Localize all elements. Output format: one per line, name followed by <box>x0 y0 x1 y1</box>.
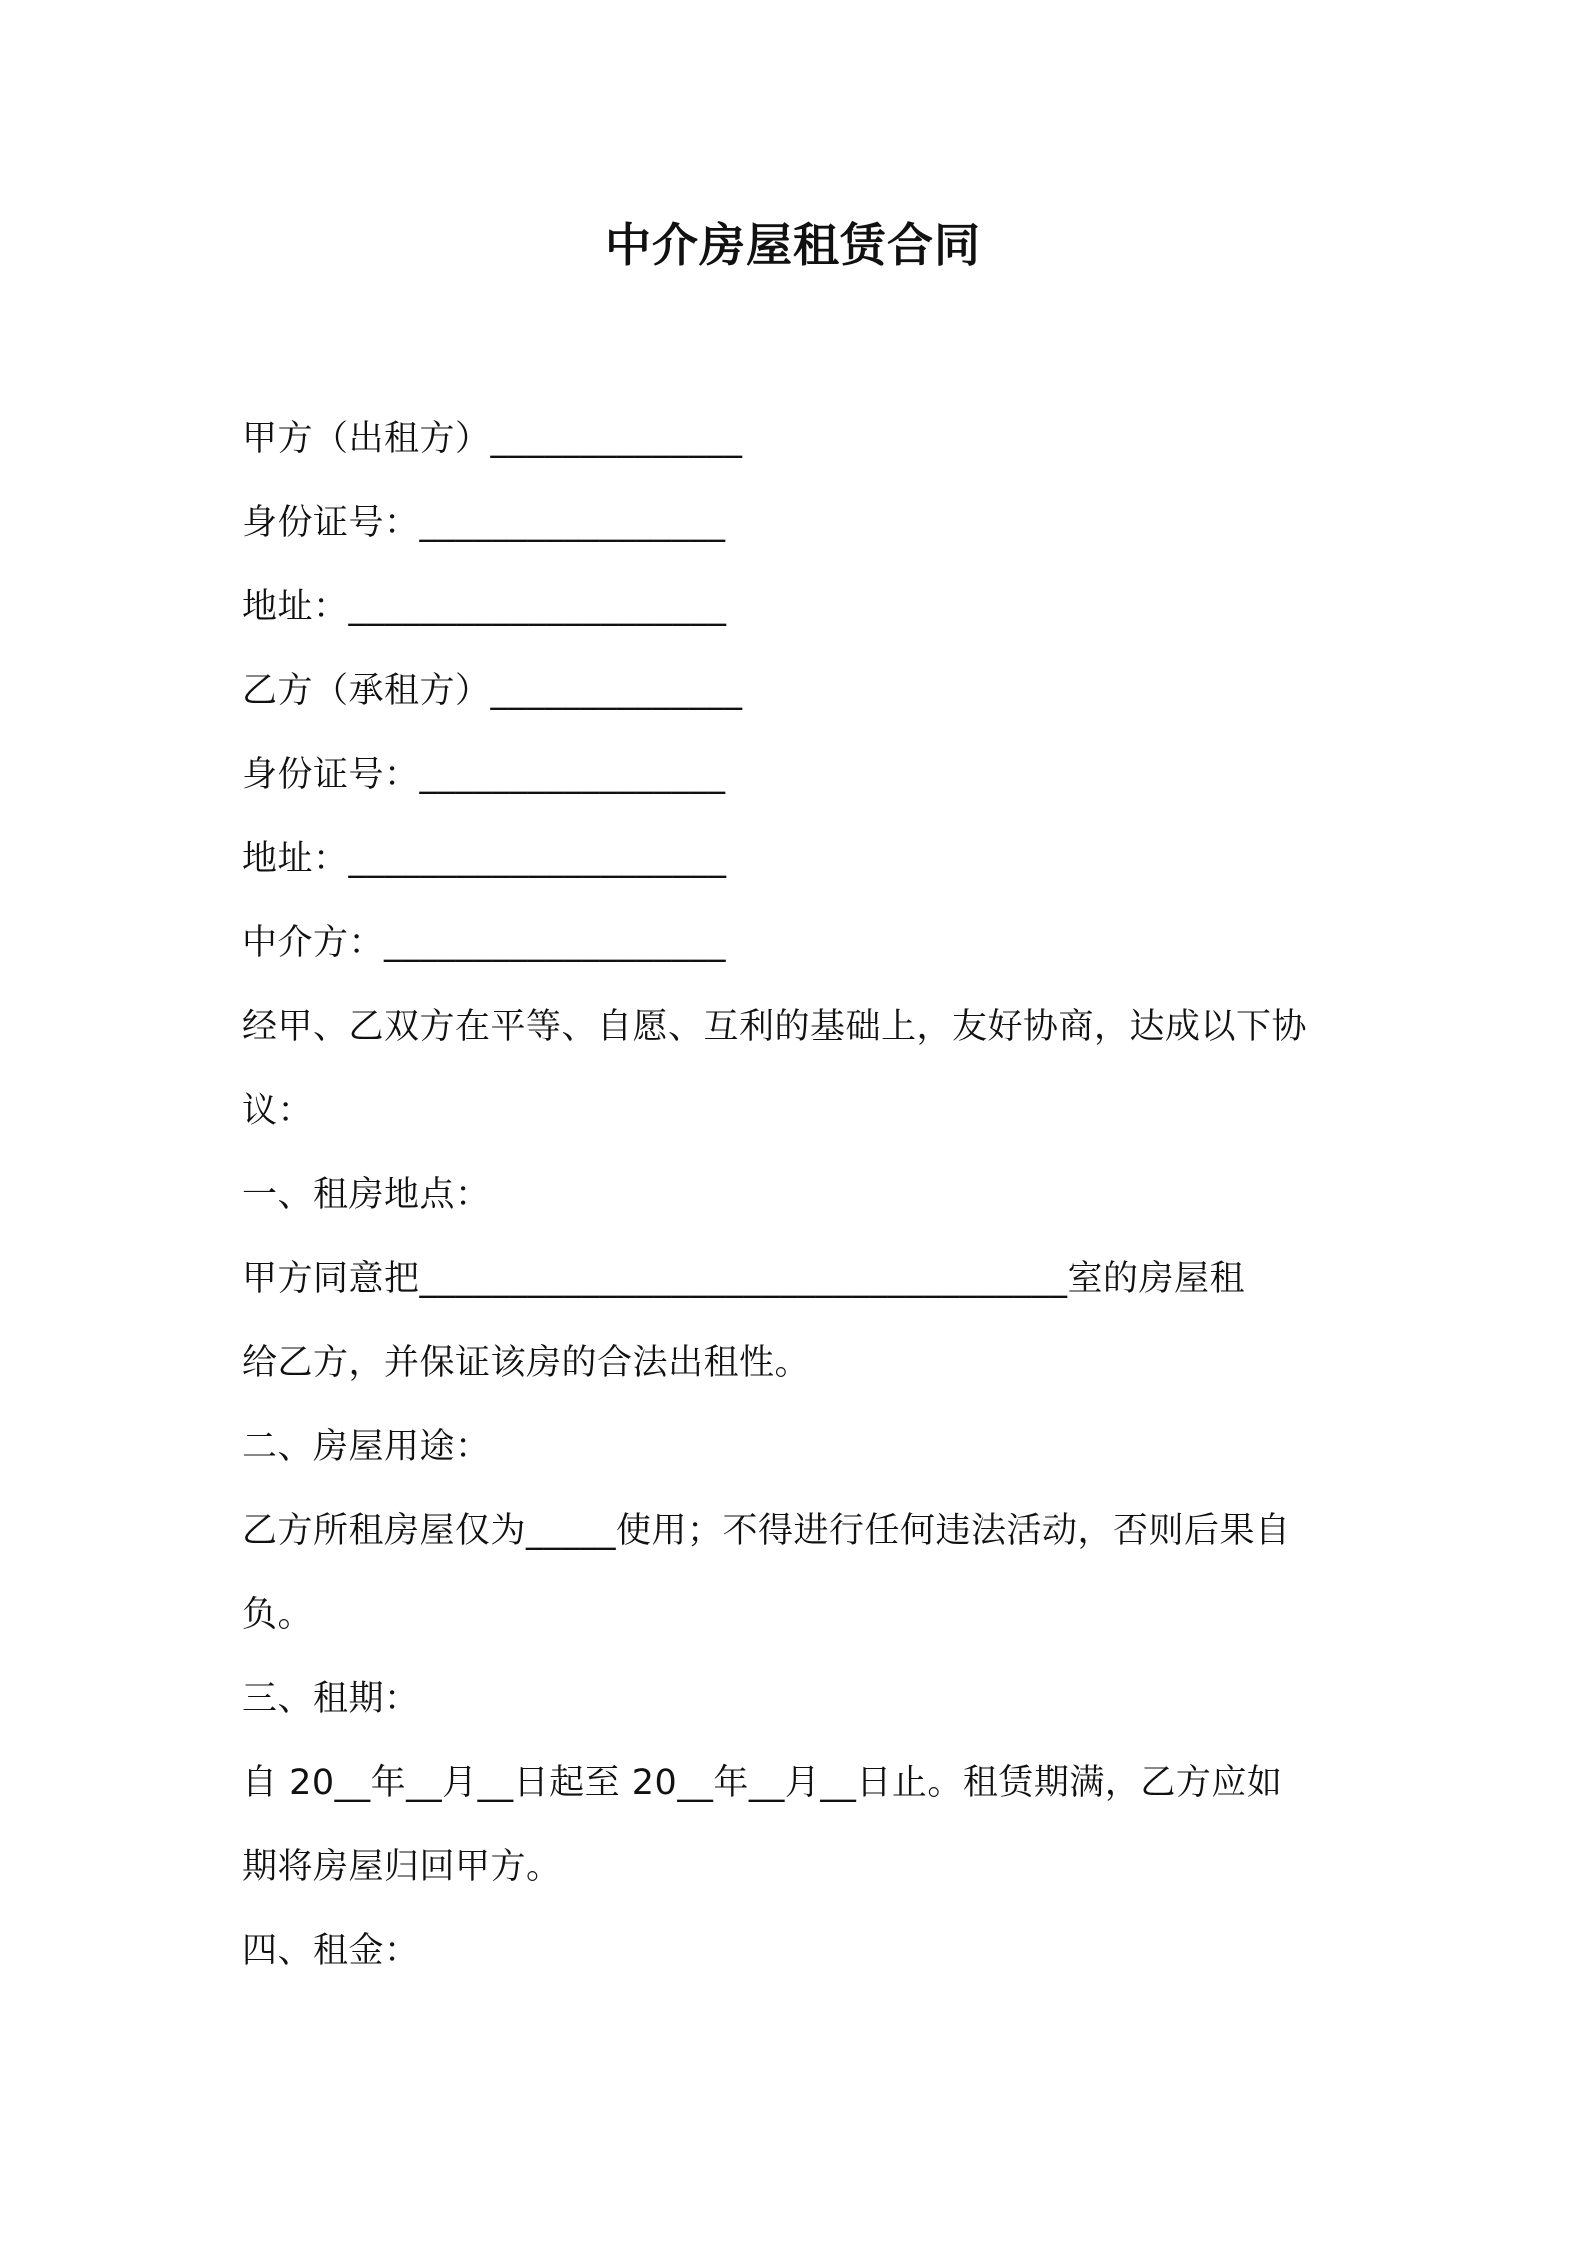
section-heading-usage: 二、房屋用途： <box>242 1427 491 1467</box>
agent-field: 中介方：___________________ <box>242 923 727 963</box>
preamble-line: 经甲、乙双方在平等、自愿、互利的基础上，友好协商，达成以下协 <box>242 1007 1308 1047</box>
section-heading-term: 三、租期： <box>242 1679 420 1719</box>
location-clause-line: 给乙方，并保证该房的合法出租性。 <box>242 1343 811 1383</box>
document-title: 中介房屋租赁合同 <box>605 218 981 272</box>
location-clause-line: 甲方同意把____________________________________室的房屋租 <box>242 1259 1246 1299</box>
usage-clause-line: 乙方所租房屋仅为_____使用；不得进行任何违法活动，否则后果自 <box>242 1511 1291 1551</box>
term-clause-line: 自 20__年__月__日起至 20__年__月__日止。租赁期满，乙方应如 <box>242 1763 1283 1803</box>
document-body <box>242 397 1362 1993</box>
lessor-field: 甲方（出租方）______________ <box>242 419 743 459</box>
preamble-line: 议： <box>242 1091 314 1131</box>
usage-clause-line: 负。 <box>242 1595 314 1635</box>
lessor-id-field: 身份证号：_________________ <box>242 503 726 543</box>
term-clause-line: 期将房屋归回甲方。 <box>242 1847 562 1887</box>
lessee-address-field: 地址：_____________________ <box>242 839 727 879</box>
section-heading-rent: 四、租金： <box>242 1931 420 1971</box>
section-heading-location: 一、租房地点： <box>242 1175 491 1215</box>
lessee-id-field: 身份证号：_________________ <box>242 755 726 795</box>
lessor-address-field: 地址：_____________________ <box>242 587 727 627</box>
lessee-field: 乙方（承租方）______________ <box>242 671 743 711</box>
